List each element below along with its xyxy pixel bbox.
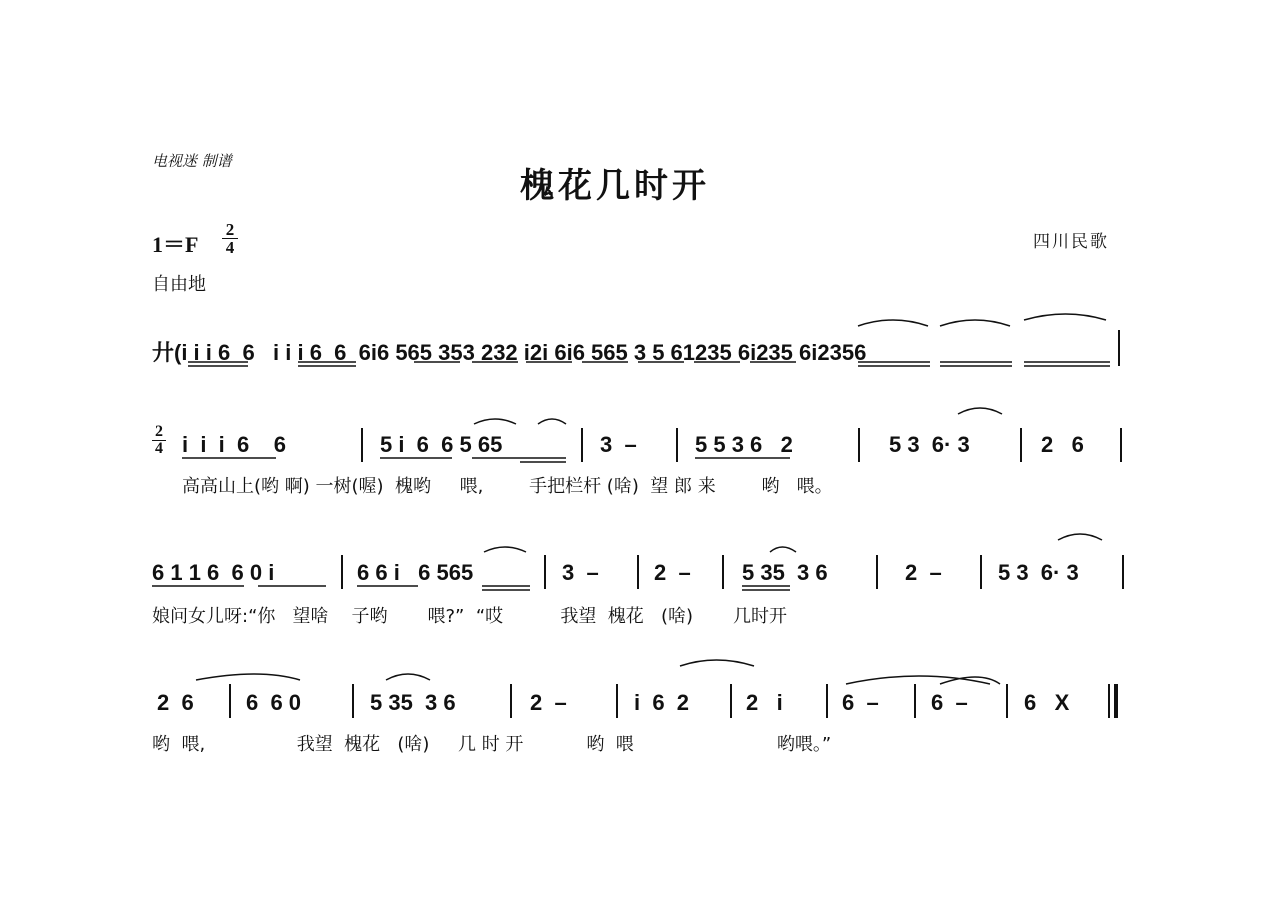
notes-measure: 6 – [842, 690, 879, 715]
barline [637, 555, 639, 589]
notes-measure: 5 35 3 6 [742, 560, 828, 585]
time-signature-small [152, 425, 166, 456]
barline [1108, 684, 1110, 718]
barline [544, 555, 546, 589]
barline [581, 428, 583, 462]
barline [876, 555, 878, 589]
notes-measure: 2 6 [157, 690, 194, 715]
notes-line-1: 廾(i i i 6 6 i i i 6 6 6i6 565 353 232 i2i 6i6 565 3 5 61235 6i235 6i2356 [152, 340, 867, 365]
lyric-line-3: 娘问女儿呀:“你 望啥 子哟 喂?” “哎 我望 槐花 (啥) 几时开 [152, 606, 788, 627]
lyric-line-2: 高高山上(哟 啊) 一树(喔) 槐哟 喂, 手把栏杆 (啥) 望 郎 来 哟 喂。 [182, 476, 833, 497]
notes-measure: i i i 6 6 [182, 432, 286, 457]
notes-measure: 2 – [905, 560, 942, 585]
notes-measure: 6 6 0 [246, 690, 302, 715]
barline [510, 684, 512, 718]
lyric-line-4: 哟 喂, 我望 槐花 (啥) 几 时 开 哟 喂 哟喂。” [152, 734, 832, 755]
origin: 四川民歌 [1033, 232, 1109, 252]
notes-measure: 6 X [1024, 690, 1070, 715]
barline [1020, 428, 1022, 462]
notes-measure: 3 – [600, 432, 637, 457]
notes-measure: 6 1 1 6 6 0 i [152, 560, 275, 585]
notes-measure: 2 – [654, 560, 691, 585]
barline [229, 684, 231, 718]
page-title: 槐花几时开 [520, 166, 710, 206]
barline [341, 555, 343, 589]
time-bottom-small: 4 [155, 440, 163, 457]
time-top: 2 [225, 220, 235, 239]
barline [1120, 428, 1122, 462]
barline [914, 684, 916, 718]
barline [1118, 330, 1120, 366]
notes-measure: 2 – [530, 690, 567, 715]
barline [858, 428, 860, 462]
key-signature: 1＝F [152, 232, 199, 257]
barline [361, 428, 363, 462]
notes-measure: 3 – [562, 560, 599, 585]
final-barline [1114, 684, 1118, 718]
barline [1006, 684, 1008, 718]
barline [722, 555, 724, 589]
barline [616, 684, 618, 718]
notes-measure: 6 – [931, 690, 968, 715]
notes-measure: 5 3 6· 3 [889, 432, 970, 457]
barline [980, 555, 982, 589]
notes-measure: 2 6 [1041, 432, 1084, 457]
barline [352, 684, 354, 718]
time-bottom: 4 [225, 238, 235, 257]
barline [730, 684, 732, 718]
tempo-marking: 自由地 [152, 274, 206, 295]
notes-measure: 2 i [746, 690, 783, 715]
notes-measure: i 6 2 [634, 690, 690, 715]
notes-measure: 6 6 i 6 565 [357, 560, 474, 585]
time-top-small: 2 [155, 423, 163, 440]
notes-measure: 5 i 6 6 5 65 [380, 432, 503, 457]
barline [826, 684, 828, 718]
barline [676, 428, 678, 462]
time-signature [222, 222, 238, 255]
notes-measure: 5 3 6· 3 [998, 560, 1079, 585]
credit: 电视迷 制谱 [152, 152, 232, 170]
barline [1122, 555, 1124, 589]
notes-measure: 5 35 3 6 [370, 690, 456, 715]
notes-measure: 5 5 3 6 2 [695, 432, 793, 457]
